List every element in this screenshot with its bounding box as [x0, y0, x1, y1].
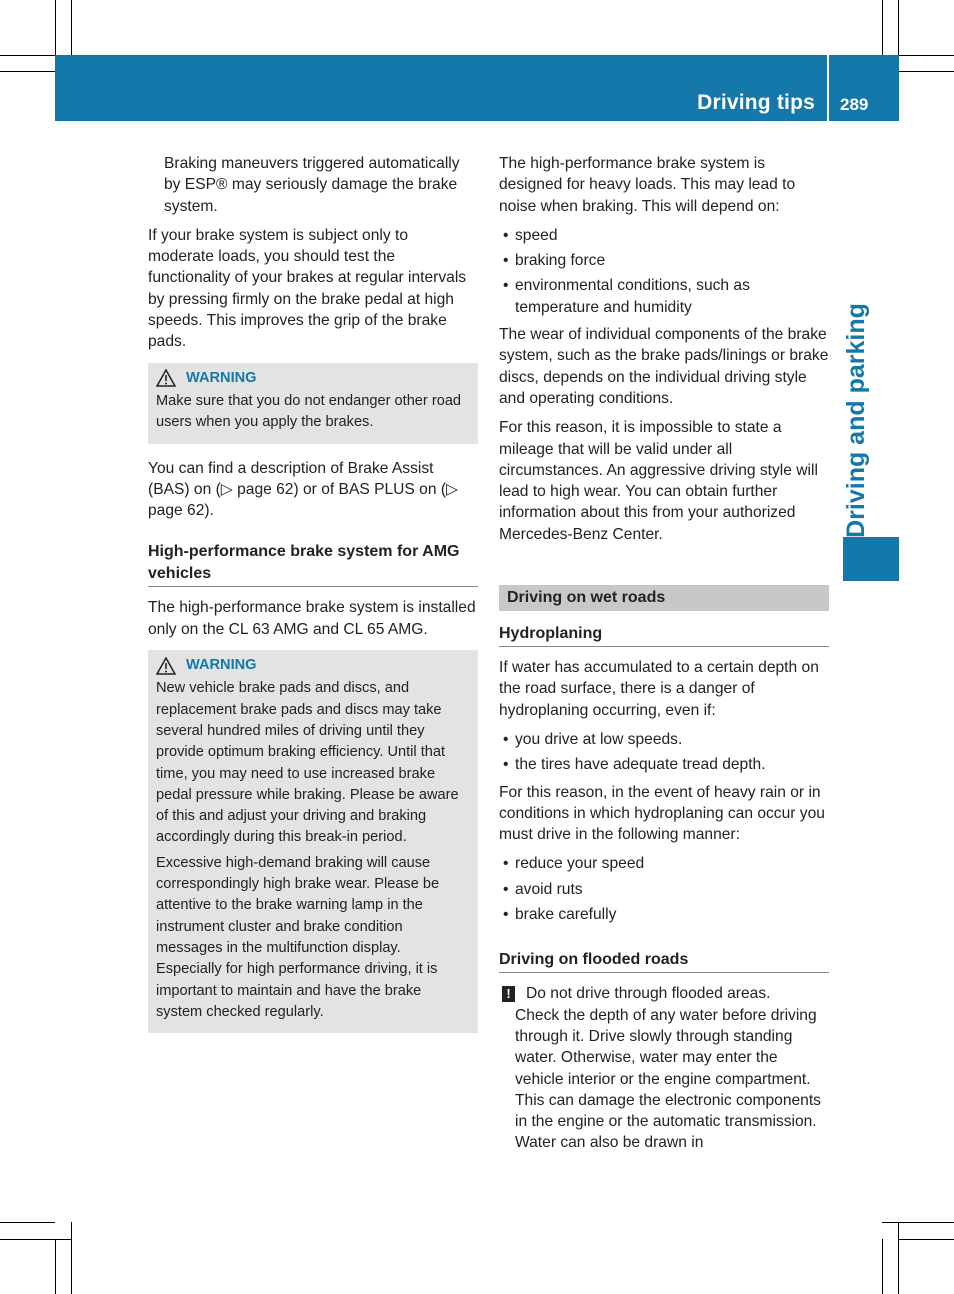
- crop-mark: [0, 1239, 71, 1240]
- crop-mark: [55, 1239, 56, 1294]
- warning-header: [156, 368, 470, 389]
- list-item: • you drive at low speeds.: [503, 730, 683, 748]
- chapter-marker: [843, 537, 899, 581]
- subheading: Hydroplaning: [499, 623, 829, 647]
- warning-text: Excessive high-demand braking will cause correspondingly high brake wear. Please be attentive to the brake warning lamp in the instrument cluster and brake condition messages in the multifunction display. Especially for high performance driving, it is important to maintain and have the brake system checked regularly.: [156, 854, 440, 1020]
- paragraph: The wear of individual components of the brake system, such as the brake pads/linings or brake discs, depends on the individual driving style and operating conditions.: [499, 326, 829, 407]
- crop-mark: [55, 0, 56, 55]
- crop-mark: [899, 55, 954, 56]
- crop-mark: [898, 1222, 899, 1294]
- warning-text: Make sure that you do not endanger other road users when you apply the brakes.: [156, 392, 462, 431]
- warning-box: [148, 363, 478, 444]
- warning-header: [156, 655, 470, 676]
- chapter-tab-label: Driving and parking: [841, 302, 870, 538]
- paragraph: For this reason, in the event of heavy rain or in conditions in which hydroplaning can occur you must drive in the following manner:: [499, 783, 825, 844]
- list-item: • speed: [503, 226, 558, 244]
- paragraph: The high-performance brake system is installed only on the CL 63 AMG and CL 65 AMG.: [148, 599, 476, 638]
- left-column: [148, 153, 478, 1047]
- exclamation-icon: !: [502, 986, 515, 1002]
- warning-box: [148, 650, 478, 1033]
- page-header: [55, 55, 899, 121]
- warning-label: WARNING: [186, 369, 257, 386]
- subheading: High-performance brake system for AMG vehicles: [148, 541, 478, 587]
- chapter-tab: [838, 302, 874, 538]
- list-item: • brake carefully: [503, 906, 617, 924]
- intro-paragraph: Braking maneuvers triggered automatically by ESP® may seriously damage the brake system.: [164, 155, 460, 215]
- warning-triangle-icon: [156, 369, 176, 387]
- crop-mark: [882, 1222, 954, 1223]
- crop-mark: [899, 1239, 954, 1240]
- page-number: 289: [840, 95, 869, 114]
- list-item: • environmental conditions, such as temperature and humidity: [503, 277, 750, 316]
- bullet-list: [499, 729, 829, 776]
- subheading: Driving on flooded roads: [499, 949, 829, 973]
- warning-label: WARNING: [186, 657, 257, 674]
- paragraph: The high-performance brake system is designed for heavy loads. This may lead to noise when braking. This will depend on:: [499, 155, 796, 215]
- crop-mark: [0, 55, 55, 56]
- paragraph: If water has accumulated to a certain depth on the road surface, there is a danger of hydroplaning occurring, even if:: [499, 659, 819, 719]
- section-title: Driving tips: [697, 91, 815, 114]
- warning-triangle-icon: [156, 657, 176, 675]
- crop-mark: [0, 1222, 55, 1223]
- note-text: Check the depth of any water before driving through it. Drive slowly through standing water. Otherwise, water may enter the vehicle interior or the engine compartment. This can damage the electronic components in the engine or the automatic transmission. Water can also be drawn in: [515, 1006, 821, 1152]
- note-block: [499, 983, 829, 1153]
- warning-text: New vehicle brake pads and discs, and replacement brake pads and discs may take several hundred miles of driving until they provide optimum braking efficiency. Until that time, you may need to use increased brake pedal pressure while braking. Please be aware of this and adjust your driving and braking accordingly during this break-in period.: [156, 680, 459, 846]
- note-first-line: Do not drive through flooded areas.: [526, 985, 771, 1003]
- crop-mark: [71, 1222, 72, 1294]
- bullet-list: [499, 853, 829, 925]
- crop-mark: [882, 0, 883, 55]
- list-item: • reduce your speed: [503, 855, 645, 873]
- header-divider: [827, 55, 829, 121]
- paragraph: For this reason, it is impossible to state a mileage that will be valid under all circumstances. An aggressive driving style will lead to high wear. You can obtain further information about this from your authorized Mercedes-Benz Center.: [499, 419, 818, 543]
- list-item: • braking force: [503, 252, 606, 270]
- right-column: [499, 153, 829, 1154]
- crop-mark: [882, 1239, 883, 1294]
- section-heading: Driving on wet roads: [499, 585, 829, 611]
- paragraph: You can find a description of Brake Assist (BAS) on (▷ page 62) or of BAS PLUS on (▷ page 62).: [148, 459, 459, 520]
- list-item: • the tires have adequate tread depth.: [503, 756, 766, 774]
- list-item: • avoid ruts: [503, 880, 583, 898]
- paragraph: If your brake system is subject only to moderate loads, you should test the functionality of your brakes at regular intervals by pressing firmly on the brake pedal at high speeds. This improves the grip of the brake pads.: [148, 226, 467, 351]
- bullet-list: [499, 225, 829, 318]
